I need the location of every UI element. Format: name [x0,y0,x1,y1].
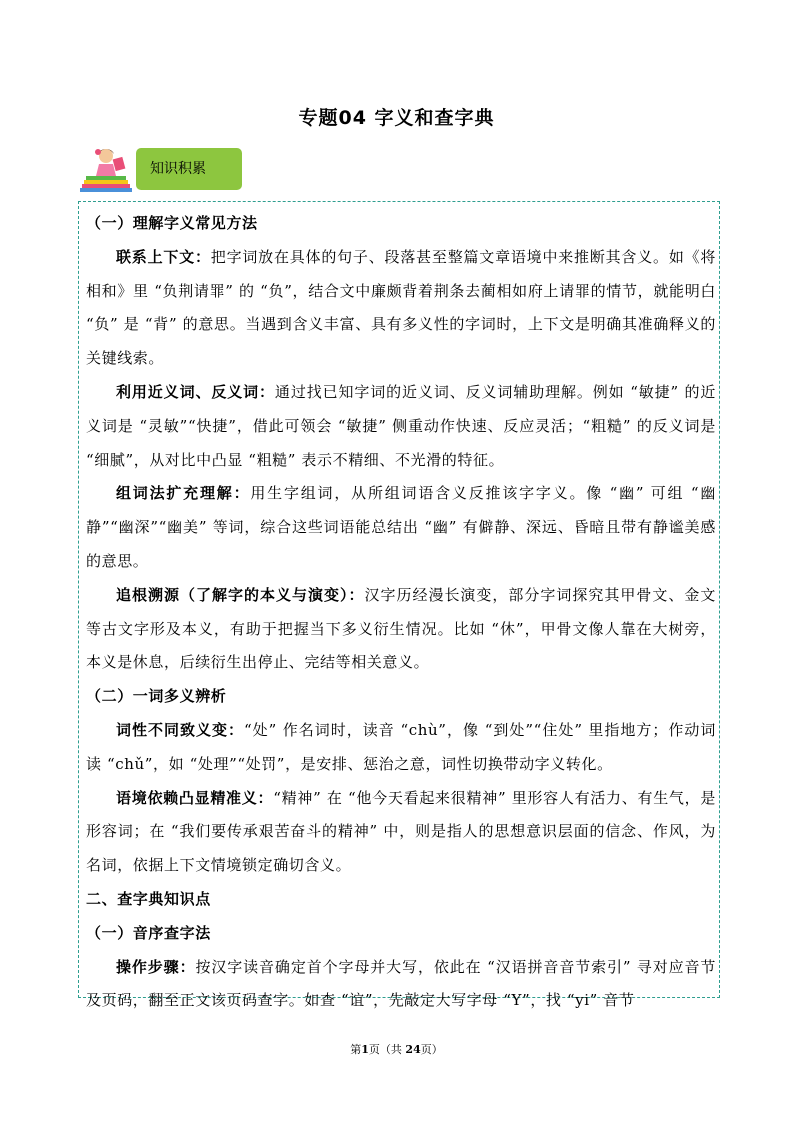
heading-phonetic-lookup: （一）音序查字法 [86,923,211,942]
paragraph-text: 汉字历经漫长演变，部分字词探究其甲骨文、金文等古文字形及本义，有助于把握当下多义衍生情况。比如 “休”，甲骨文像人靠在大树旁，本义是休息，后续衍生出停止、完结等相关意义。 [86,585,716,672]
paragraph [86,951,716,1019]
paragraph [86,241,716,376]
paragraph-lead: 利用近义词、反义词： [116,382,275,401]
page-footer [0,1041,793,1057]
page-title: 专题04 字义和查字典 [298,107,495,129]
paragraph-text: 通过找已知字词的近义词、反义词辅助理解。例如 “敏捷” 的近义词是 “灵敏”“快捷”，借此可领会 “敏捷” 侧重动作快速、反应灵活；“粗糙” 的反义词是 “细腻”，从对比中凸显 “粗糙” 表示不精细、不光滑的特征。 [86,382,716,469]
footer-prefix: 第 [350,1043,362,1056]
girl-on-books-icon [78,144,136,196]
section-badge: 知识积累 [136,148,242,190]
paragraph-text: 用生字组词，从所组词语含义反推该字字义。像 “幽” 可组 “幽静”“幽深”“幽美” 等词，综合这些词语能总结出 “幽” 有僻静、深远、昏暗且带有静谧美感的意思。 [86,484,716,570]
heading-polysemy: （二）一词多义辨析 [86,687,227,706]
paragraph-lead: 语境依赖凸显精准义： [116,788,274,807]
paragraph-lead: 操作步骤： [116,957,196,976]
total-pages: 24 [405,1043,421,1056]
heading-dictionary: 二、查字典知识点 [86,889,211,908]
knowledge-content [86,207,716,1018]
footer-middle: 页（共 [368,1043,406,1056]
paragraph [86,714,716,782]
paragraph [86,376,716,477]
paragraph-lead: 词性不同致义变： [116,720,245,739]
paragraph-lead: 组词法扩充理解： [116,484,251,503]
paragraph [86,782,716,883]
paragraph-text: 按汉字读音确定首个字母并大写，依此在 “汉语拼音音节索引” 寻对应音节及页码，翻至正文该页码查字。如查 “谊”，先敲定大写字母 “Y”，找 “yi” 音节 [86,957,716,1010]
paragraph-text: “处” 作名词时，读音 “chù”，像 “到处”“住处” 里指地方；作动词读 “chǔ”，如 “处理”“处罚”，是安排、惩治之意，词性切换带动字义转化。 [86,720,716,773]
paragraph [86,579,716,680]
paragraph-text: 把字词放在具体的句子、段落甚至整篇文章语境中来推断其含义。如《将相和》里 “负荆请罪” 的 “负”，结合文中廉颇背着荆条去蔺相如府上请罪的情节，就能明白 “负” 是 “背” 的意思。当遇到含义丰富、具有多义性的字词时，上下文是明确其准确释义的关键线索。 [86,247,717,368]
paragraph-lead: 联系上下文： [116,247,211,266]
footer-suffix: 页） [420,1043,443,1056]
paragraph-text: “精神” 在 “他今天看起来很精神” 里形容人有活力、有生气，是形容词；在 “我们要传承艰苦奋斗的精神” 中，则是指人的思想意识层面的信念、作风，为名词，依据上下文情境锁定确切含义。 [86,788,716,875]
page-number: 1 [361,1043,369,1056]
heading-understanding-methods: （一）理解字义常见方法 [86,214,258,232]
paragraph [86,477,716,578]
paragraph-lead: 追根溯源（了解字的本义与演变）： [116,585,365,604]
knowledge-box [78,201,720,1010]
